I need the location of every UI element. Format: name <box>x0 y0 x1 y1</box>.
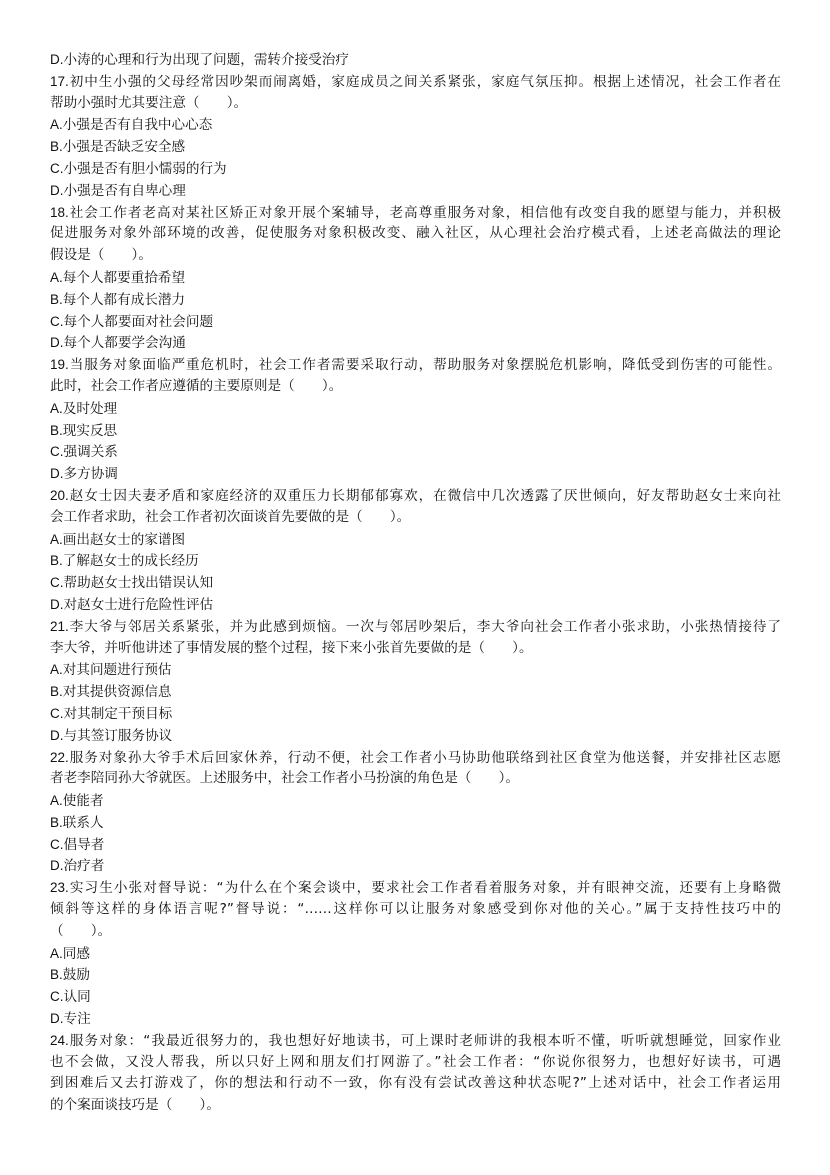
option-b: B.每个人都有成长潜力 <box>50 291 186 308</box>
option-a: A.对其问题进行预估 <box>50 662 172 679</box>
question-number: 23 <box>50 880 66 896</box>
option-a: A.画出赵女士的家谱图 <box>50 531 186 548</box>
question-stem-line: 24.服务对象：“我最近很努力的，我也想好好地读书，可上课时老师讲的我根本听不懂，听听就想睡觉，回家作业 <box>50 1032 781 1049</box>
option-c: C.每个人都要面对社会问题 <box>50 313 214 330</box>
option-line: D.小涛的心理和行为出现了问题，需转介接受治疗 <box>50 52 349 68</box>
option-b: B.现实反思 <box>50 422 118 439</box>
question-stem-line: 19.当服务对象面临严重危机时，社会工作者需要采取行动，帮助服务对象摆脱危机影响，降低受到伤害的可能性。 <box>50 357 781 374</box>
option-d: D.多方协调 <box>50 466 118 483</box>
question-stem-line: 到困难后又去打游戏了，你的想法和行动不一致，你有没有尝试改善这种状态呢?”上述对话中，社会工作者运用 <box>50 1075 781 1092</box>
option-b: B.鼓励 <box>50 967 90 984</box>
question-stem-line: 假设是（ ）。 <box>50 247 152 264</box>
option-a: A.同感 <box>50 945 90 962</box>
question-19 <box>50 354 781 485</box>
question-number: 22 <box>50 749 66 765</box>
option-text: 小涛的心理和行为出现了问题，需转介接受治疗 <box>63 52 349 68</box>
question-number: 20 <box>50 487 66 503</box>
option-d: D.与其签订服务协议 <box>50 727 173 744</box>
question-stem-line: （ ）。 <box>50 922 112 939</box>
question-number: 19 <box>50 357 66 373</box>
question-stem-line: 者老李陪同孙大爷就医。上述服务中，社会工作者小马扮演的角色是（ ）。 <box>50 770 519 787</box>
question-17 <box>50 71 781 202</box>
option-b: B.联系人 <box>50 814 104 831</box>
option-a: A.及时处理 <box>50 400 118 417</box>
option-c: C.倡导者 <box>50 836 105 853</box>
question-stem-line: 倾斜等这样的身体语言呢?”督导说：“……这样你可以让服务对象感受到你对他的关心。”属于支持性技巧中的 <box>50 901 781 918</box>
question-number: 18 <box>50 204 66 220</box>
question-stem-line: 也不会做，又没人帮我，所以只好上网和朋友们打网游了。”社会工作者：“你说你很努力，也想好好读书，可遇 <box>50 1053 781 1070</box>
question-20 <box>50 485 781 616</box>
option-a: A.小强是否有自我中心心态 <box>50 117 213 134</box>
option-d: D.专注 <box>50 1011 91 1028</box>
question-stem-line: 的个案面谈技巧是（ ）。 <box>50 1097 220 1114</box>
question-21 <box>50 616 781 747</box>
question-stem-line: 帮助小强时尤其要注意（ ）。 <box>50 94 248 111</box>
option-d: D.每个人都要学会沟通 <box>50 335 186 352</box>
option-b: B.了解赵女士的成长经历 <box>50 553 199 570</box>
question-24 <box>50 1030 781 1117</box>
option-c: C.帮助赵女士找出错误认知 <box>50 575 214 592</box>
option-d: D.小强是否有自卑心理 <box>50 182 186 199</box>
question-number: 24 <box>50 1032 66 1048</box>
question-stem-line: 20.赵女士因夫妻矛盾和家庭经济的双重压力长期郁郁寡欢，在微信中几次透露了厌世倾向，好友帮助赵女士来向社 <box>50 487 781 504</box>
option-a: A.每个人都要重拾希望 <box>50 269 186 286</box>
question-stem-line: 会工作者求助，社会工作者初次面谈首先要做的是（ ）。 <box>50 508 411 525</box>
question-number: 21 <box>50 618 66 634</box>
question-stem-line: 23.实习生小张对督导说：“为什么在个案会谈中，要求社会工作者看着服务对象，并有眼神交流，还要有上身略微 <box>50 880 781 897</box>
option-d: D.治疗者 <box>50 858 105 875</box>
question-stem-line: 21.李大爷与邻居关系紧张，并为此感到烦恼。一次与邻居吵架后，李大爷向社会工作者小张求助，小张热情接待了 <box>50 618 781 635</box>
question-stem-line: 促进服务对象外部环境的改善，促使服务对象积极改变、融入社区，从心理社会治疗模式看，上述老高做法的理论 <box>50 225 781 242</box>
document-page <box>50 49 781 1117</box>
question-23 <box>50 877 781 1030</box>
question-stem-line: 17.初中生小强的父母经常因吵架而闹离婚，家庭成员之间关系紧张，家庭气氛压抑。根据上述情况，社会工作者在 <box>50 73 781 90</box>
question-18 <box>50 202 781 355</box>
option-c: C.对其制定干预目标 <box>50 705 173 722</box>
option-b: B.对其提供资源信息 <box>50 684 172 701</box>
question-stem-line: 22.服务对象孙大爷手术后回家休养，行动不便，社会工作者小马协助他联络到社区食堂为他送餐，并安排社区志愿 <box>50 749 781 766</box>
option-c: C.强调关系 <box>50 444 118 461</box>
option-c: C.认同 <box>50 989 91 1006</box>
option-a: A.使能者 <box>50 793 104 810</box>
option-letter: D <box>50 52 60 67</box>
question-22 <box>50 747 781 878</box>
option-c: C.小强是否有胆小懦弱的行为 <box>50 160 227 177</box>
question-number: 17 <box>50 73 66 89</box>
option-b: B.小强是否缺乏安全感 <box>50 139 186 156</box>
question-stem-line: 18.社会工作者老高对某社区矫正对象开展个案辅导，老高尊重服务对象，相信他有改变自我的愿望与能力，并积极 <box>50 204 781 221</box>
question-stem-line: 此时，社会工作者应遵循的主要原则是（ ）。 <box>50 377 343 394</box>
option-d: D.对赵女士进行危险性评估 <box>50 596 214 613</box>
question-stem-line: 李大爷，并听他讲述了事情发展的整个过程，接下来小张首先要做的是（ ）。 <box>50 639 533 656</box>
